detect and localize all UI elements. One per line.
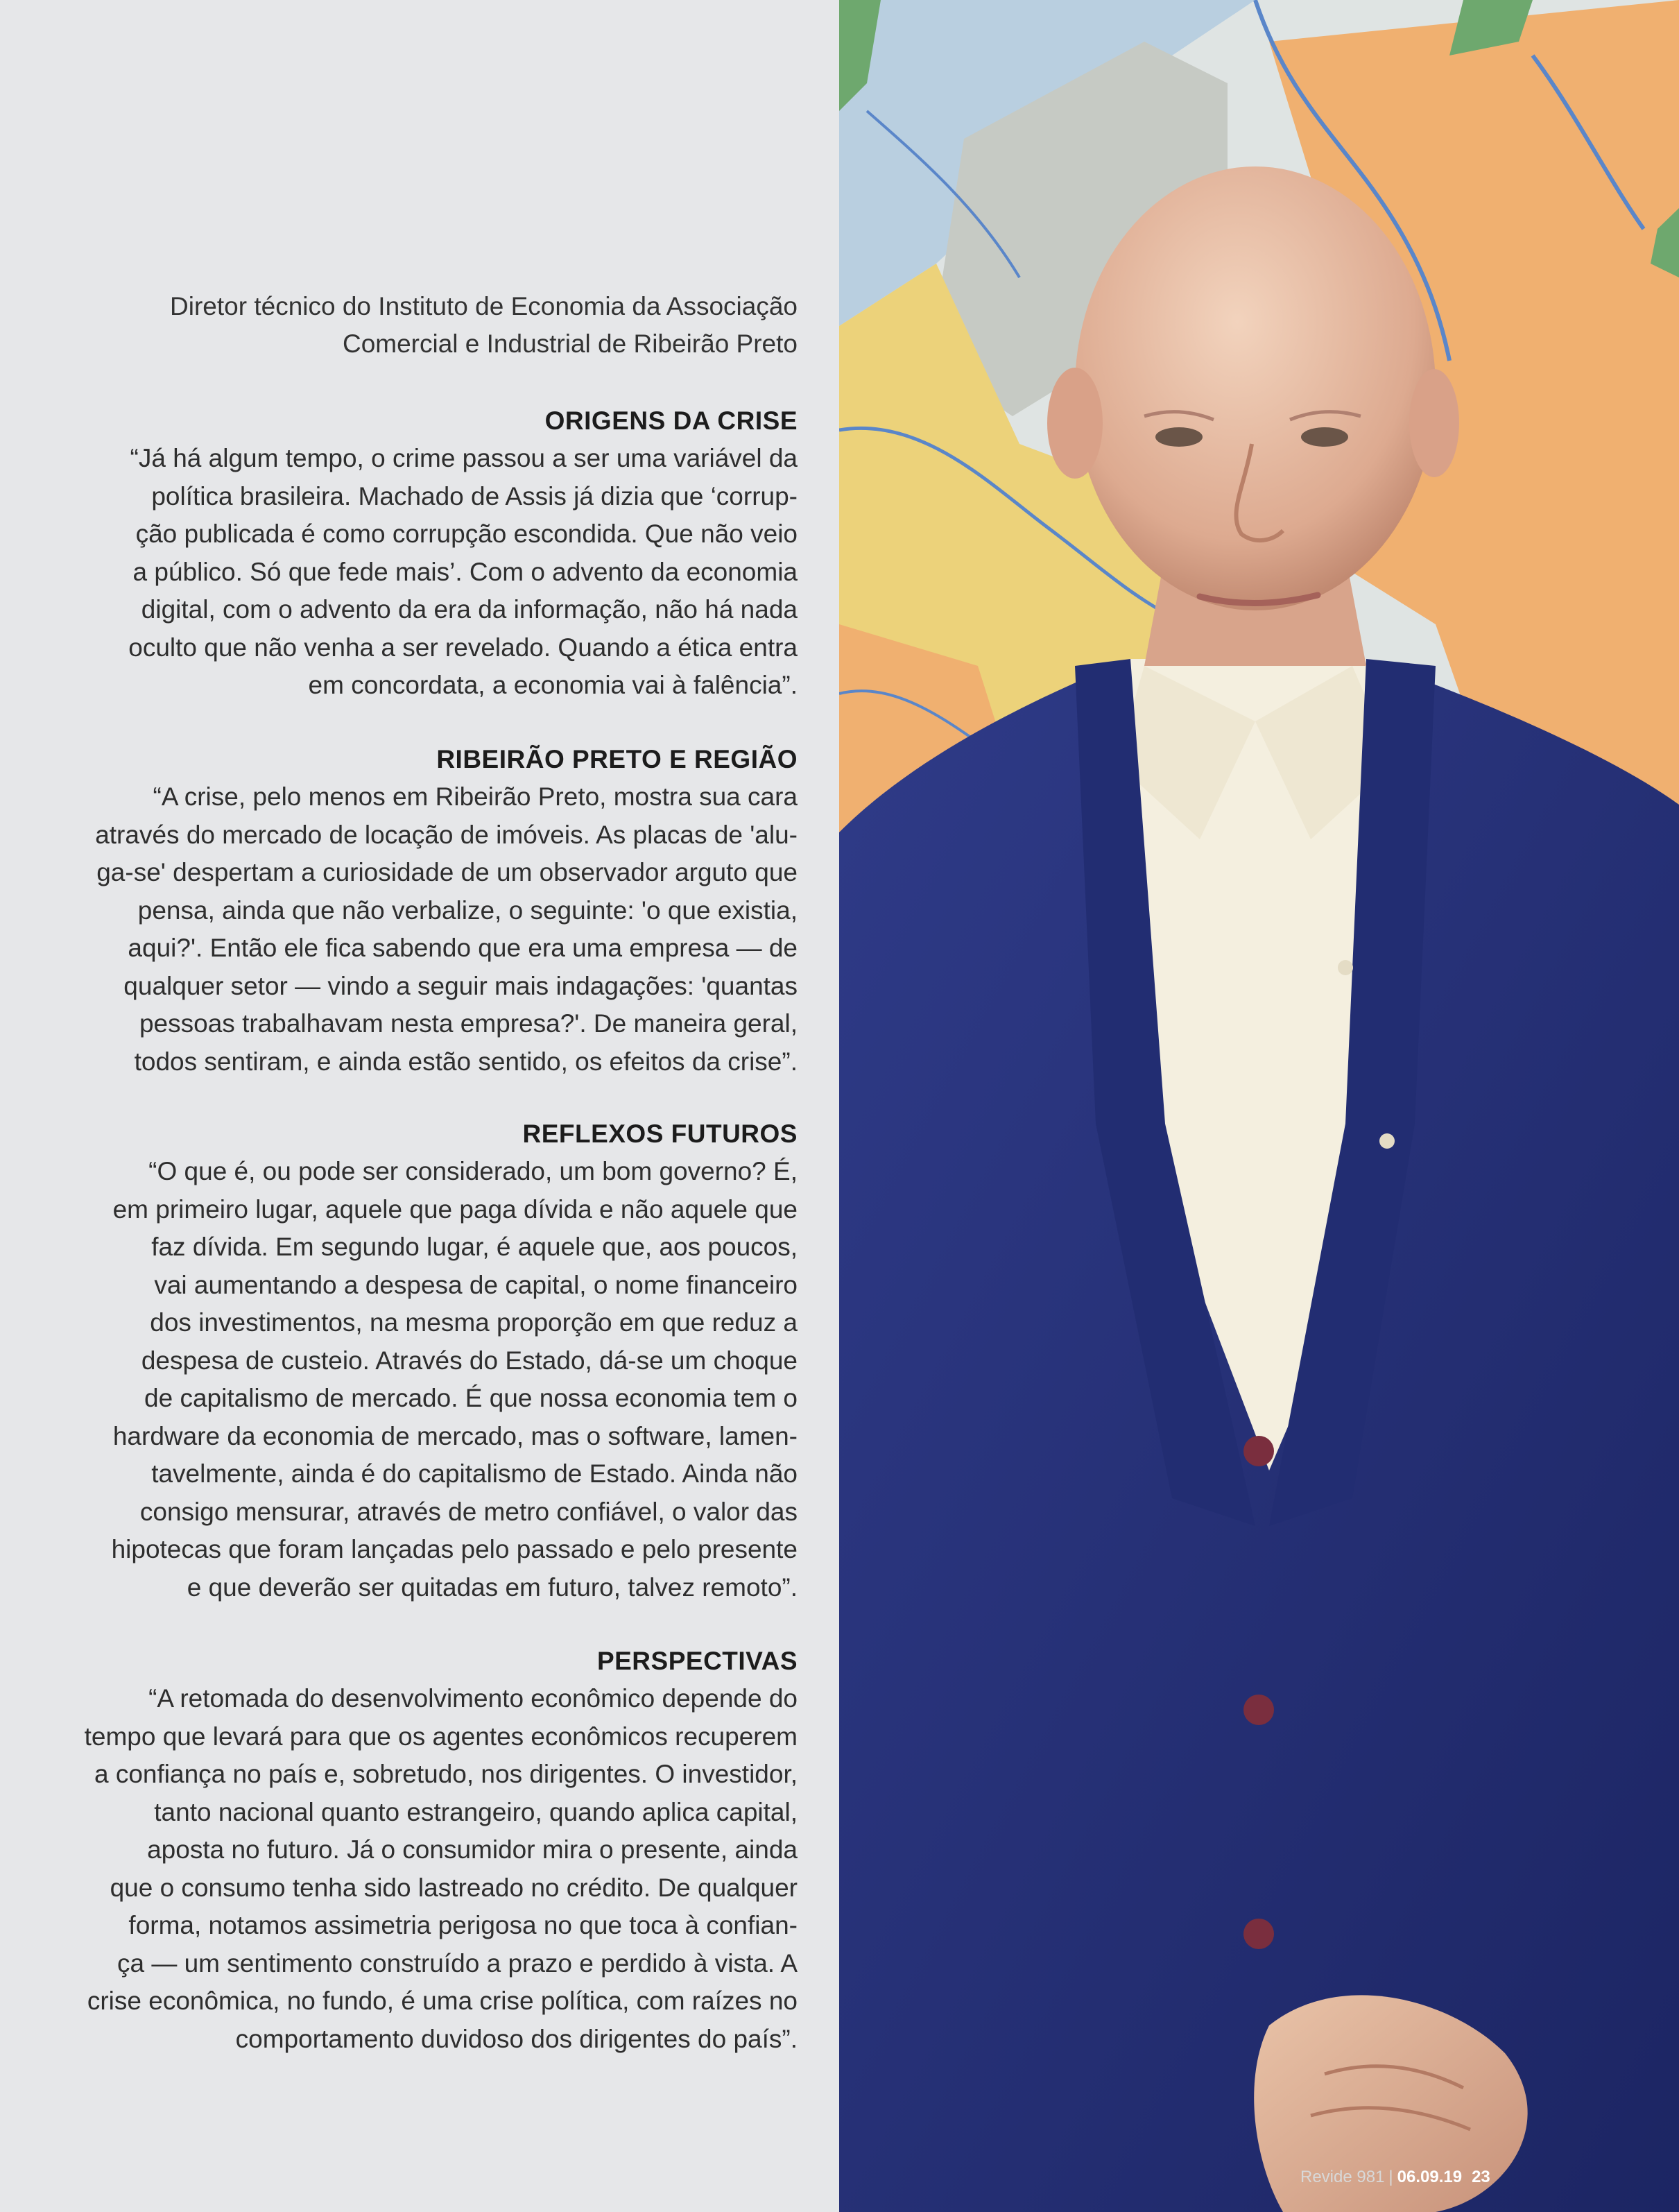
body-line: aposta no futuro. Já o consumidor mira o presente, ainda	[147, 1835, 798, 1864]
body-line: “A crise, pelo menos em Ribeirão Preto, mostra sua cara	[153, 782, 798, 811]
body-line: tavelmente, ainda é do capitalismo de Estado. Ainda não	[151, 1459, 798, 1488]
body-line: ga-se' despertam a curiosidade de um observador arguto que	[96, 858, 798, 886]
body-line: crise econômica, no fundo, é uma crise política, com raízes no	[87, 1987, 798, 2015]
person-role-line-2: Comercial e Industrial de Ribeirão Preto	[342, 329, 798, 358]
body-line: dos investimentos, na mesma proporção em que reduz a	[150, 1308, 798, 1337]
body-line: que o consumo tenha sido lastreado no crédito. De qualquer	[110, 1873, 798, 1902]
body-line: pessoas trabalhavam nesta empresa?'. De maneira geral,	[139, 1009, 798, 1038]
body-line: “A retomada do desenvolvimento econômico depende do	[148, 1684, 798, 1713]
body-line: faz dívida. Em segundo lugar, é aquele que, aos poucos,	[151, 1233, 798, 1261]
body-line: digital, com o advento da era da informação, não há nada	[141, 595, 798, 624]
body-line: aqui?'. Então ele fica sabendo que era uma empresa — de	[128, 934, 798, 962]
section-body	[82, 1680, 798, 2058]
cardigan-button	[1243, 1436, 1274, 1466]
body-line: em primeiro lugar, aquele que paga dívida e não aquele que	[112, 1194, 798, 1224]
section-title: ORIGENS DA CRISE	[544, 406, 798, 435]
body-line: a público. Só que fede mais’. Com o advento da economia	[132, 557, 798, 586]
body-line: através do mercado de locação de imóveis. As placas de 'alu-	[95, 820, 798, 849]
cardigan-button	[1243, 1695, 1274, 1725]
body-line: despesa de custeio. Através do Estado, dá-se um choque	[141, 1346, 798, 1375]
footer-publication: Revide 981	[1300, 2168, 1385, 2186]
body-line: e que deverão ser quitadas em futuro, talvez remoto”.	[187, 1572, 798, 1602]
body-line: tanto nacional quanto estrangeiro, quando aplica capital,	[154, 1797, 798, 1826]
portrait-illustration	[839, 0, 1679, 2212]
body-line: a confiança no país e, sobretudo, nos dirigentes. O investidor,	[94, 1760, 798, 1788]
section-title: REFLEXOS FUTUROS	[522, 1120, 798, 1148]
cardigan-button	[1243, 1919, 1274, 1949]
body-line: qualquer setor — vindo a seguir mais indagações: 'quantas	[123, 971, 798, 1000]
body-line: ça — um sentimento construído a prazo e perdido à vista. A	[117, 1948, 798, 1978]
body-line: tempo que levará para que os agentes econômicos recuperem	[84, 1722, 798, 1751]
body-line: “O que é, ou pode ser considerado, um bom governo? É,	[148, 1157, 798, 1185]
section-body	[82, 440, 798, 705]
section-ribeirao-preto-e-regiao	[82, 741, 798, 1081]
body-line: oculto que não venha a ser revelado. Quando a ética entra	[128, 633, 798, 662]
body-line: todos sentiram, e ainda estão sentido, os efeitos da crise”.	[134, 1047, 798, 1076]
section-body	[82, 1153, 798, 1606]
body-line: forma, notamos assimetria perigosa no que toca à confian-	[128, 1911, 798, 1939]
body-line: hardware da economia de mercado, mas o software, lamen-	[112, 1421, 798, 1450]
page-footer	[1300, 2168, 1490, 2187]
person-role	[82, 288, 798, 363]
footer-date: 06.09.19	[1397, 2168, 1463, 2186]
body-line: política brasileira. Machado de Assis já dizia que ‘corrup-	[151, 481, 798, 511]
section-origens-da-crise	[82, 402, 798, 705]
section-title: RIBEIRÃO PRETO E REGIÃO	[436, 745, 798, 773]
body-line: hipotecas que foram lançadas pelo passado e pelo presente	[111, 1535, 798, 1563]
body-line: vai aumentando a despesa de capital, o nome financeiro	[154, 1270, 798, 1299]
footer-separator: |	[1388, 2168, 1393, 2186]
portrait-photo	[839, 0, 1679, 2212]
body-line: de capitalismo de mercado. É que nossa economia tem o	[144, 1384, 798, 1412]
section-body	[82, 778, 798, 1081]
section-title: PERSPECTIVAS	[596, 1647, 798, 1675]
body-line: pensa, ainda que não verbalize, o seguinte: 'o que existia,	[137, 895, 798, 925]
section-perspectivas	[82, 1643, 798, 2058]
section-reflexos-futuros	[82, 1115, 798, 1606]
text-column	[0, 0, 839, 2212]
body-line: comportamento duvidoso dos dirigentes do país”.	[235, 2024, 798, 2053]
body-line: ção publicada é como corrupção escondida. Que não veio	[135, 520, 798, 548]
body-line: “Já há algum tempo, o crime passou a ser uma variável da	[130, 444, 798, 472]
body-line: em concordata, a economia vai à falência”.	[308, 671, 798, 699]
page-number: 23	[1472, 2168, 1490, 2186]
body-line: consigo mensurar, através de metro confiável, o valor das	[139, 1497, 798, 1526]
person-role-line-1: Diretor técnico do Instituto de Economia da Associação	[170, 292, 798, 320]
